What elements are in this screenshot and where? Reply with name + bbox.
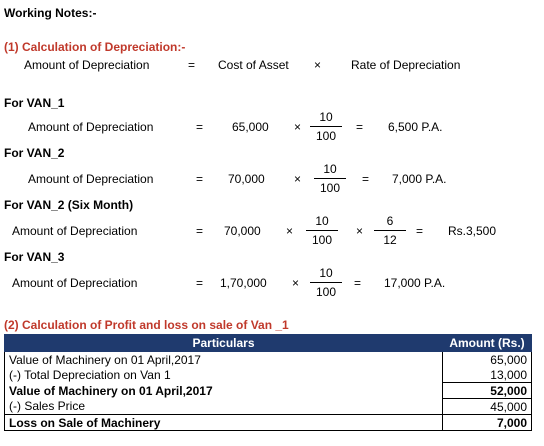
- van2-sixmonth-rate-fraction: [302, 214, 342, 247]
- fraction-bar: [306, 230, 338, 231]
- row-amount: 45,000: [443, 399, 532, 415]
- formula-term1: Cost of Asset: [218, 58, 289, 72]
- period-denominator: 12: [383, 233, 397, 247]
- van1-equals: =: [196, 120, 204, 134]
- van1-rate-denominator: 100: [315, 129, 337, 143]
- fraction-bar: [314, 178, 346, 179]
- period-numerator: 6: [386, 214, 394, 228]
- rate-numerator: 10: [315, 214, 329, 228]
- row-particular: Value of Machinery on 01 April,2017: [5, 383, 443, 399]
- van3-times: ×: [292, 276, 300, 290]
- van1-equals2: =: [356, 120, 364, 134]
- formula-equals: =: [188, 58, 196, 72]
- row-particular: Loss on Sale of Machinery: [5, 415, 443, 431]
- section1-heading: (1) Calculation of Depreciation:-: [4, 40, 186, 54]
- van1-times: ×: [294, 120, 302, 134]
- van1-rate-fraction: [306, 110, 346, 143]
- table-row: [5, 352, 532, 368]
- rate-denominator: 100: [311, 233, 333, 247]
- table-row: [5, 383, 532, 399]
- van1-rate-numerator: 10: [319, 110, 333, 124]
- row-particular: Value of Machinery on 01 April,2017: [5, 352, 443, 368]
- van3-rate-denominator: 100: [315, 285, 337, 299]
- row-particular: (-) Sales Price: [5, 399, 443, 415]
- table-header-row: [5, 335, 532, 352]
- van2-equals: =: [196, 172, 204, 186]
- van2-cost: 70,000: [228, 172, 265, 186]
- profit-loss-table: [4, 334, 532, 431]
- row-particular: (-) Total Depreciation on Van 1: [5, 367, 443, 383]
- formula-times: ×: [314, 58, 322, 72]
- table-row: [5, 415, 532, 431]
- page-title: Working Notes:-: [4, 6, 97, 20]
- van3-rate-fraction: [306, 266, 346, 299]
- row-amount: 52,000: [443, 383, 532, 399]
- van3-equals2: =: [354, 276, 362, 290]
- table-row: [5, 367, 532, 383]
- van3-result: 17,000 P.A.: [384, 276, 446, 290]
- van2-sixmonth-lhs: Amount of Depreciation: [12, 224, 138, 238]
- van2-rate-denominator: 100: [319, 181, 341, 195]
- van2-rate-numerator: 10: [323, 162, 337, 176]
- row-amount: 65,000: [443, 352, 532, 368]
- van2-label: For VAN_2: [4, 146, 65, 160]
- formula-term2: Rate of Depreciation: [351, 58, 461, 72]
- van3-equals: =: [196, 276, 204, 290]
- van2-sixmonth-equals: =: [196, 224, 204, 238]
- van2-sixmonth-times2: ×: [356, 224, 364, 238]
- van2-sixmonth-period-fraction: [370, 214, 410, 247]
- van1-label: For VAN_1: [4, 96, 65, 110]
- row-amount: 7,000: [443, 415, 532, 431]
- van1-result: 6,500 P.A.: [388, 120, 443, 134]
- van1-lhs: Amount of Depreciation: [28, 120, 154, 134]
- van2-result: 7,000 P.A.: [392, 172, 447, 186]
- van2-equals2: =: [362, 172, 370, 186]
- table-row: [5, 399, 532, 415]
- van2-sixmonth-times: ×: [286, 224, 294, 238]
- van3-label: For VAN_3: [4, 250, 65, 264]
- fraction-bar: [374, 230, 406, 231]
- van2-sixmonth-cost: 70,000: [224, 224, 261, 238]
- van3-cost: 1,70,000: [220, 276, 267, 290]
- amount-header: Amount (Rs.): [443, 335, 532, 352]
- van2-sixmonth-equals2: =: [416, 224, 424, 238]
- formula-lhs: Amount of Depreciation: [24, 58, 150, 72]
- van3-rate-numerator: 10: [319, 266, 333, 280]
- van2-sixmonth-result: Rs.3,500: [448, 224, 497, 238]
- van2-lhs: Amount of Depreciation: [28, 172, 154, 186]
- particulars-header: Particulars: [5, 335, 443, 352]
- van1-cost: 65,000: [232, 120, 269, 134]
- van2-rate-fraction: [310, 162, 350, 195]
- van3-lhs: Amount of Depreciation: [12, 276, 138, 290]
- row-amount: 13,000: [443, 367, 532, 383]
- section2-heading: (2) Calculation of Profit and loss on sale of Van _1: [4, 318, 289, 332]
- fraction-bar: [310, 126, 342, 127]
- van2-times: ×: [294, 172, 302, 186]
- fraction-bar: [310, 282, 342, 283]
- van2-sixmonth-label: For VAN_2 (Six Month): [4, 198, 134, 212]
